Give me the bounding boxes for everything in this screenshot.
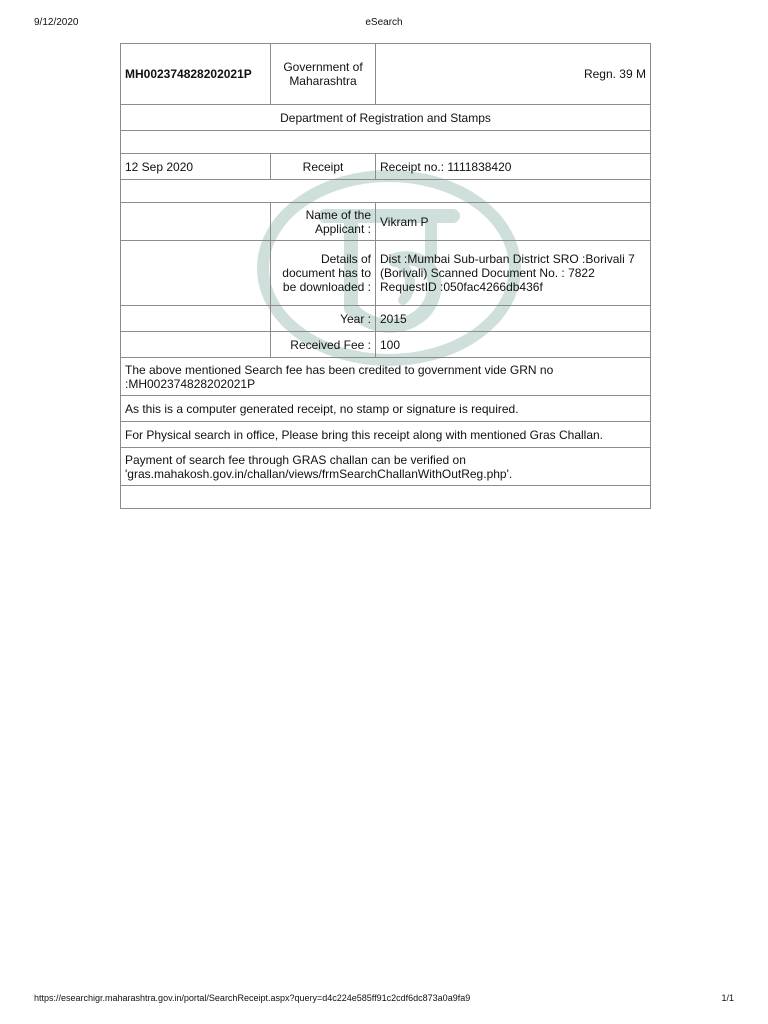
print-url: https://esearchigr.maharashtra.gov.in/portal/SearchReceipt.aspx?query=d4c224e585ff91c2cdf6dc873a0a9fa9 [34, 993, 471, 1003]
physical-search-note: For Physical search in office, Please bring this receipt along with mentioned Gras Challan. [121, 422, 651, 448]
page-number: 1/1 [721, 993, 734, 1003]
receipt-number: Receipt no.: 1111838420 [376, 154, 651, 180]
blank-row [121, 131, 651, 154]
applicant-value: Vikram P [376, 203, 651, 241]
government-name: Government of Maharashtra [271, 44, 376, 105]
credited-note: The above mentioned Search fee has been credited to government vide GRN no :MH002374828202021P [121, 358, 651, 396]
year-value: 2015 [376, 306, 651, 332]
details-value: Dist :Mumbai Sub-urban District SRO :Borivali 7 (Borivali) Scanned Document No. : 7822 RequestID :050fac4266db436f [376, 241, 651, 306]
print-title: eSearch [365, 17, 403, 28]
fee-label: Received Fee : [271, 332, 376, 358]
empty-cell [121, 332, 271, 358]
receipt-date: 12 Sep 2020 [121, 154, 271, 180]
year-label: Year : [271, 306, 376, 332]
empty-cell [121, 203, 271, 241]
print-date: 9/12/2020 [34, 17, 79, 28]
empty-cell [121, 306, 271, 332]
payment-verification-note: Payment of search fee through GRAS challan can be verified on 'gras.mahakosh.gov.in/challan/views/frmSearchChallanWithOutReg.php'. [121, 448, 651, 486]
computer-generated-note: As this is a computer generated receipt, no stamp or signature is required. [121, 396, 651, 422]
applicant-label: Name of the Applicant : [271, 203, 376, 241]
grn-number: MH002374828202021P [121, 44, 271, 105]
regn-number: Regn. 39 M [376, 44, 651, 105]
fee-value: 100 [376, 332, 651, 358]
receipt-label: Receipt [271, 154, 376, 180]
blank-row [121, 180, 651, 203]
receipt-table [120, 43, 651, 509]
blank-row [121, 486, 651, 509]
department-name: Department of Registration and Stamps [121, 105, 651, 131]
empty-cell [121, 241, 271, 306]
details-label: Details of document has to be downloaded : [271, 241, 376, 306]
